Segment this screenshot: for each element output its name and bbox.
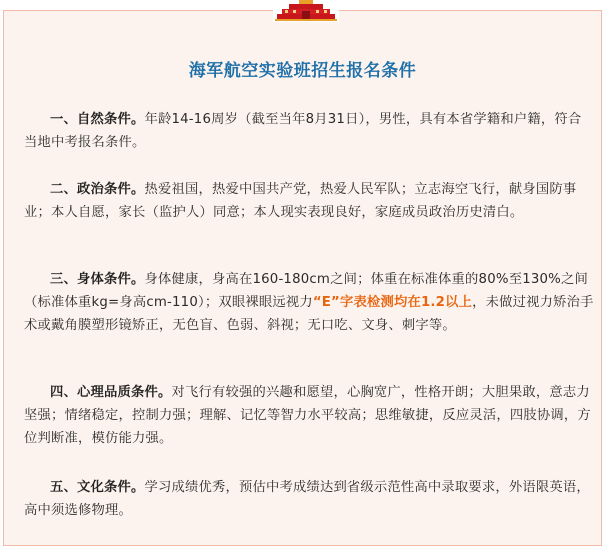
section-heading: 四、心理品质条件。 xyxy=(50,385,172,400)
section-heading: 二、政治条件。 xyxy=(50,182,145,197)
section-heading: 三、身体条件。 xyxy=(50,272,145,287)
section-heading: 五、文化条件。 xyxy=(50,480,145,495)
section-political xyxy=(24,178,594,224)
section-text: 对飞行有较强的兴趣和愿望，心胸宽广，性格开朗；大胆果敢，意志力坚强；情绪稳定，控制力强；理解、记忆等智力水平较高；思维敏捷，反应灵活，四肢协调，方位判断准，模仿能力强。 xyxy=(24,385,591,446)
section-text: 学习成绩优秀，预估中考成绩达到省级示范性高中录取要求，外语限英语，高中须选修物理。 xyxy=(24,480,590,518)
vision-requirement-highlight: “E”字表检测均在1.2以上 xyxy=(312,295,473,310)
section-psychological xyxy=(24,381,594,450)
building-ornament-icon xyxy=(273,0,339,22)
section-text: ，未做过视力矫治手术或戴角膜塑形镜矫正，无色盲、色弱、斜视；无口吃、文身、刺字等。 xyxy=(24,295,594,333)
section-natural xyxy=(24,108,594,154)
page-title: 海军航空实验班招生报名条件 xyxy=(188,61,417,81)
section-text: 热爱祖国，热爱中国共产党，热爱人民军队；立志海空飞行，献身国防事业；本人自愿，家长（监护人）同意；本人现实表现良好，家庭成员政治历史清白。 xyxy=(24,182,577,220)
section-text: 身体健康，身高在160-180cm之间；体重在标准体重的80%至130%之间（标准体重kg=身高cm-110）；双眼裸眼远视力 xyxy=(24,272,589,310)
section-heading: 一、自然条件。 xyxy=(50,112,145,127)
section-cultural xyxy=(24,476,594,522)
section-text: 年龄14-16周岁（截至当年8月31日），男性，具有本省学籍和户籍，符合当地中考报名条件。 xyxy=(24,112,582,150)
section-physical xyxy=(24,268,594,337)
notice-card xyxy=(3,10,602,546)
